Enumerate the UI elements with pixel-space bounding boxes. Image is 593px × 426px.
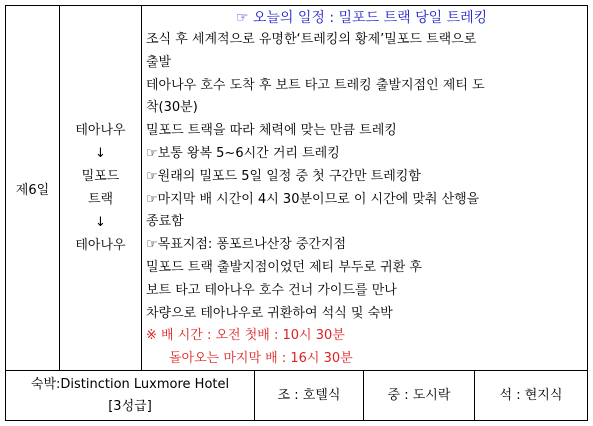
- schedule-line: 밀포드 트랙을 따라 체력에 맞는 만큼 트레킹: [146, 123, 397, 139]
- schedule-line: 보트 타고 테아나우 호수 건너 가이드를 만나: [146, 282, 397, 298]
- schedule-line: ☞마지막 배 시간이 4시 30분이므로 이 시간에 맞춰 산행을: [146, 191, 480, 207]
- dinner-cell: [474, 370, 588, 421]
- route-cell: [59, 5, 142, 371]
- day-label: 제6일: [15, 182, 50, 198]
- boat-time-note: ※ 배 시간 : 오전 첫배 : 10시 30분: [146, 328, 345, 344]
- route-arrow-icon: ↓: [95, 215, 106, 230]
- itinerary-table: [5, 5, 588, 421]
- schedule-line: 밀포드 트랙 출발지점이었던 제티 부두로 귀환 후: [146, 259, 422, 275]
- schedule-line: ☞원래의 밀포드 5일 일정 중 첫 구간만 트레킹함: [146, 168, 421, 184]
- schedule-cell: [141, 5, 588, 371]
- schedule-line: 종료함: [146, 214, 184, 230]
- route-origin: 테아나우: [75, 123, 126, 138]
- route-destination: 테아나우: [75, 238, 126, 253]
- lunch-label: 중 : 도시락: [387, 387, 451, 403]
- schedule-line: 출발: [146, 54, 172, 70]
- route-arrow-icon: ↓: [95, 146, 106, 161]
- schedule-line: ☞목표지점: 퐁포르나산장 중간지점: [146, 237, 347, 253]
- breakfast-cell: [254, 370, 364, 421]
- schedule-title: ☞ 오늘의 일정 : 밀포드 트랙 당일 트레킹: [235, 10, 488, 26]
- dinner-label: 석 : 현지식: [499, 387, 563, 403]
- hotel-grade: [3성급]: [108, 398, 152, 414]
- accommodation-cell: [5, 370, 255, 421]
- hotel-name: 숙박:Distinction Luxmore Hotel: [30, 376, 230, 392]
- schedule-line: 차량으로 테아나우로 귀환하여 석식 및 숙박: [146, 305, 393, 321]
- schedule-line: 착(30분): [146, 100, 198, 116]
- schedule-line: 테아나우 호수 도착 후 보트 타고 트레킹 출발지점인 제티 도: [146, 77, 485, 93]
- lunch-cell: [363, 370, 475, 421]
- day-cell: [5, 5, 60, 371]
- route-via-2: 트랙: [87, 192, 114, 207]
- breakfast-label: 조 : 호텔식: [277, 387, 341, 403]
- boat-time-last: 돌아오는 마지막 배 : 16시 30분: [169, 351, 353, 367]
- schedule-line: ☞보통 왕복 5~6시간 거리 트레킹: [146, 145, 340, 161]
- route-via-1: 밀포드: [81, 169, 120, 184]
- schedule-line: 조식 후 세계적으로 유명한‘트레킹의 황제’밀포드 트랙으로: [146, 32, 477, 47]
